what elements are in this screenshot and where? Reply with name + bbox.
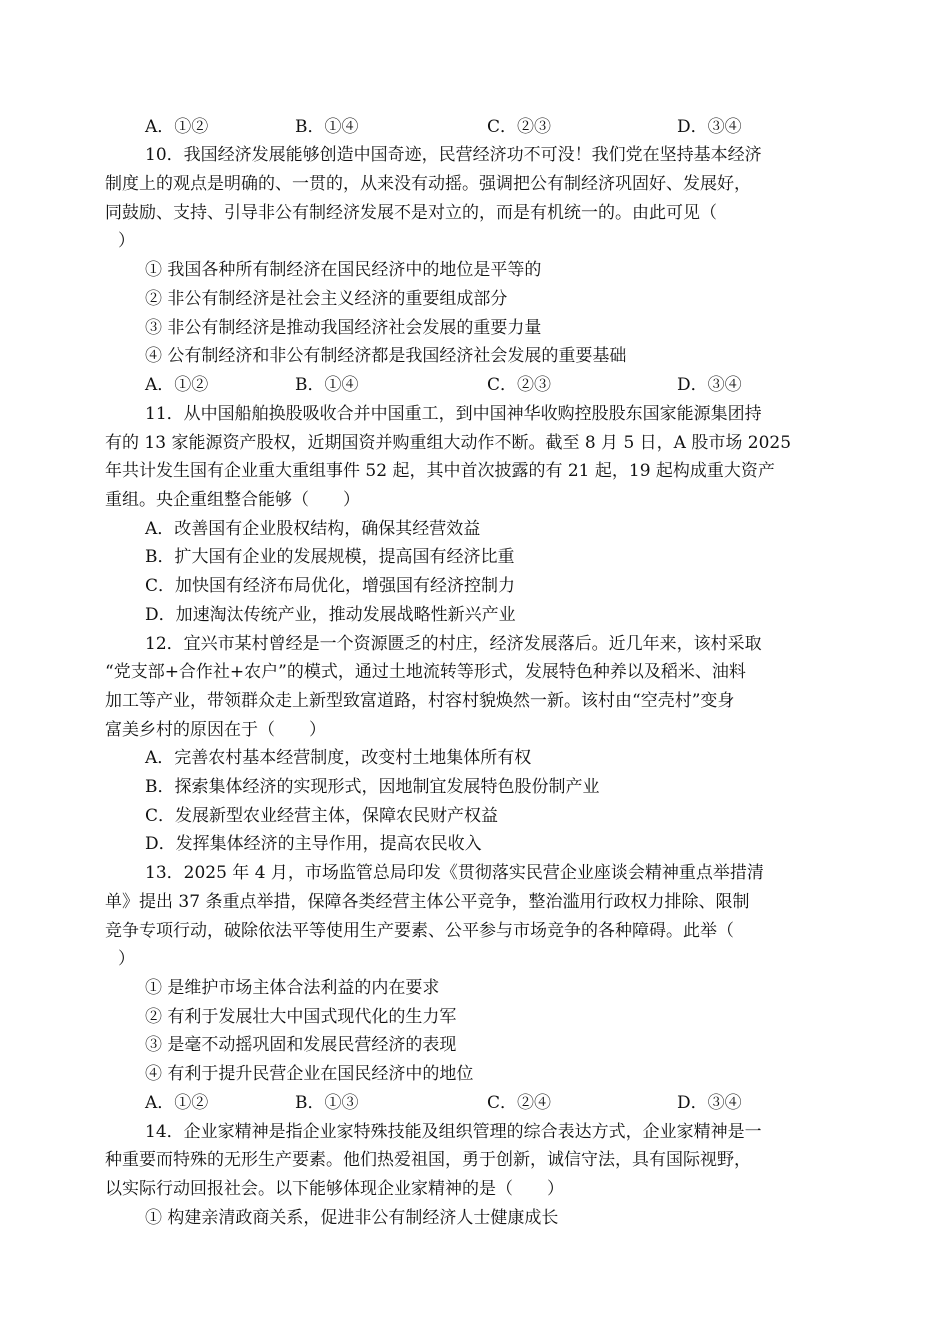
q11-choice-a[interactable]: A．改善国有企业股权结构，确保其经营效益: [145, 519, 481, 539]
q14-stem-line: 以实际行动回报社会。以下能够体现企业家精神的是（ ）: [105, 1179, 564, 1199]
q13-option-d[interactable]: D．③④: [677, 1093, 742, 1113]
q13-stem-line: ）: [118, 949, 135, 969]
q13-item-1: ① 是维护市场主体合法利益的内在要求: [145, 978, 440, 998]
q11-choice-c[interactable]: C．加快国有经济布局优化，增强国有经济控制力: [145, 576, 516, 596]
q10-option-c[interactable]: C．②③: [487, 375, 552, 395]
q9-option-c[interactable]: C．②③: [487, 117, 552, 137]
q13-item-3: ③ 是毫不动摇巩固和发展民营经济的表现: [145, 1035, 457, 1055]
q13-option-a[interactable]: A．①②: [145, 1093, 209, 1113]
q14-item-1: ① 构建亲清政商关系，促进非公有制经济人士健康成长: [145, 1208, 559, 1228]
q10-stem-line: 制度上的观点是明确的、一贯的，从来没有动摇。强调把公有制经济巩固好、发展好，: [105, 174, 751, 194]
q11-stem-line: 有的 13 家能源资产股权，近期国资并购重组大动作不断。截至 8 月 5 日，A 股市场 2025: [105, 433, 792, 453]
q11-stem-line: 11．从中国船舶换股吸收合并中国重工，到中国神华收购控股股东国家能源集团持: [145, 404, 762, 424]
q12-choice-b[interactable]: B．探索集体经济的实现形式，因地制宜发展特色股份制产业: [145, 777, 600, 797]
q10-item-1: ① 我国各种所有制经济在国民经济中的地位是平等的: [145, 260, 542, 280]
q12-choice-c[interactable]: C．发展新型农业经营主体，保障农民财产权益: [145, 806, 499, 826]
q10-item-3: ③ 非公有制经济是推动我国经济社会发展的重要力量: [145, 318, 542, 338]
q9-option-b[interactable]: B．①④: [295, 117, 359, 137]
q12-stem-line: “党支部+合作社+农户”的模式，通过土地流转等形式，发展特色种养以及稻米、油料: [105, 662, 746, 682]
q10-option-b[interactable]: B．①④: [295, 375, 359, 395]
q10-stem-line: 同鼓励、支持、引导非公有制经济发展不是对立的，而是有机统一的。由此可见（: [105, 203, 717, 223]
q14-stem-line: 种重要而特殊的无形生产要素。他们热爱祖国，勇于创新，诚信守法，具有国际视野，: [105, 1150, 751, 1170]
q10-item-2: ② 非公有制经济是社会主义经济的重要组成部分: [145, 289, 508, 309]
q13-stem-line: 单》提出 37 条重点举措，保障各类经营主体公平竞争，整治滥用行政权力排除、限制: [105, 892, 750, 912]
q11-choice-b[interactable]: B．扩大国有企业的发展规模，提高国有经济比重: [145, 547, 515, 567]
q13-stem-line: 竞争专项行动，破除依法平等使用生产要素、公平参与市场竞争的各种障碍。此举（: [105, 921, 734, 941]
q12-choice-d[interactable]: D．发挥集体经济的主导作用，提高农民收入: [145, 834, 482, 854]
q13-stem-line: 13．2025 年 4 月，市场监管总局印发《贯彻落实民营企业座谈会精神重点举措清: [145, 863, 764, 883]
q13-item-2: ② 有利于发展壮大中国式现代化的生力军: [145, 1007, 457, 1027]
q10-option-a[interactable]: A．①②: [145, 375, 209, 395]
q13-option-c[interactable]: C．②④: [487, 1093, 552, 1113]
q10-option-d[interactable]: D．③④: [677, 375, 742, 395]
q10-stem-line: ）: [118, 231, 135, 251]
q12-stem-line: 富美乡村的原因在于（ ）: [105, 720, 326, 740]
q11-stem-line: 重组。央企重组整合能够（ ）: [105, 490, 360, 510]
q9-option-d[interactable]: D．③④: [677, 117, 742, 137]
q12-stem-line: 12．宜兴市某村曾经是一个资源匮乏的村庄，经济发展落后。近几年来，该村采取: [145, 634, 762, 654]
q13-option-b[interactable]: B．①③: [295, 1093, 359, 1113]
q11-stem-line: 年共计发生国有企业重大重组事件 52 起，其中首次披露的有 21 起，19 起构成重大资产: [105, 461, 775, 481]
q12-stem-line: 加工等产业，带领群众走上新型致富道路，村容村貌焕然一新。该村由“空壳村”变身: [105, 691, 735, 711]
q10-item-4: ④ 公有制经济和非公有制经济都是我国经济社会发展的重要基础: [145, 346, 627, 366]
q9-option-a[interactable]: A．①②: [145, 117, 209, 137]
q13-item-4: ④ 有利于提升民营企业在国民经济中的地位: [145, 1064, 474, 1084]
q10-stem-line: 10．我国经济发展能够创造中国奇迹，民营经济功不可没！我们党在坚持基本经济: [145, 145, 762, 165]
q14-stem-line: 14．企业家精神是指企业家特殊技能及组织管理的综合表达方式，企业家精神是一: [145, 1122, 762, 1142]
q11-choice-d[interactable]: D．加速淘汰传统产业，推动发展战略性新兴产业: [145, 605, 516, 625]
q12-choice-a[interactable]: A．完善农村基本经营制度，改变村土地集体所有权: [145, 748, 532, 768]
